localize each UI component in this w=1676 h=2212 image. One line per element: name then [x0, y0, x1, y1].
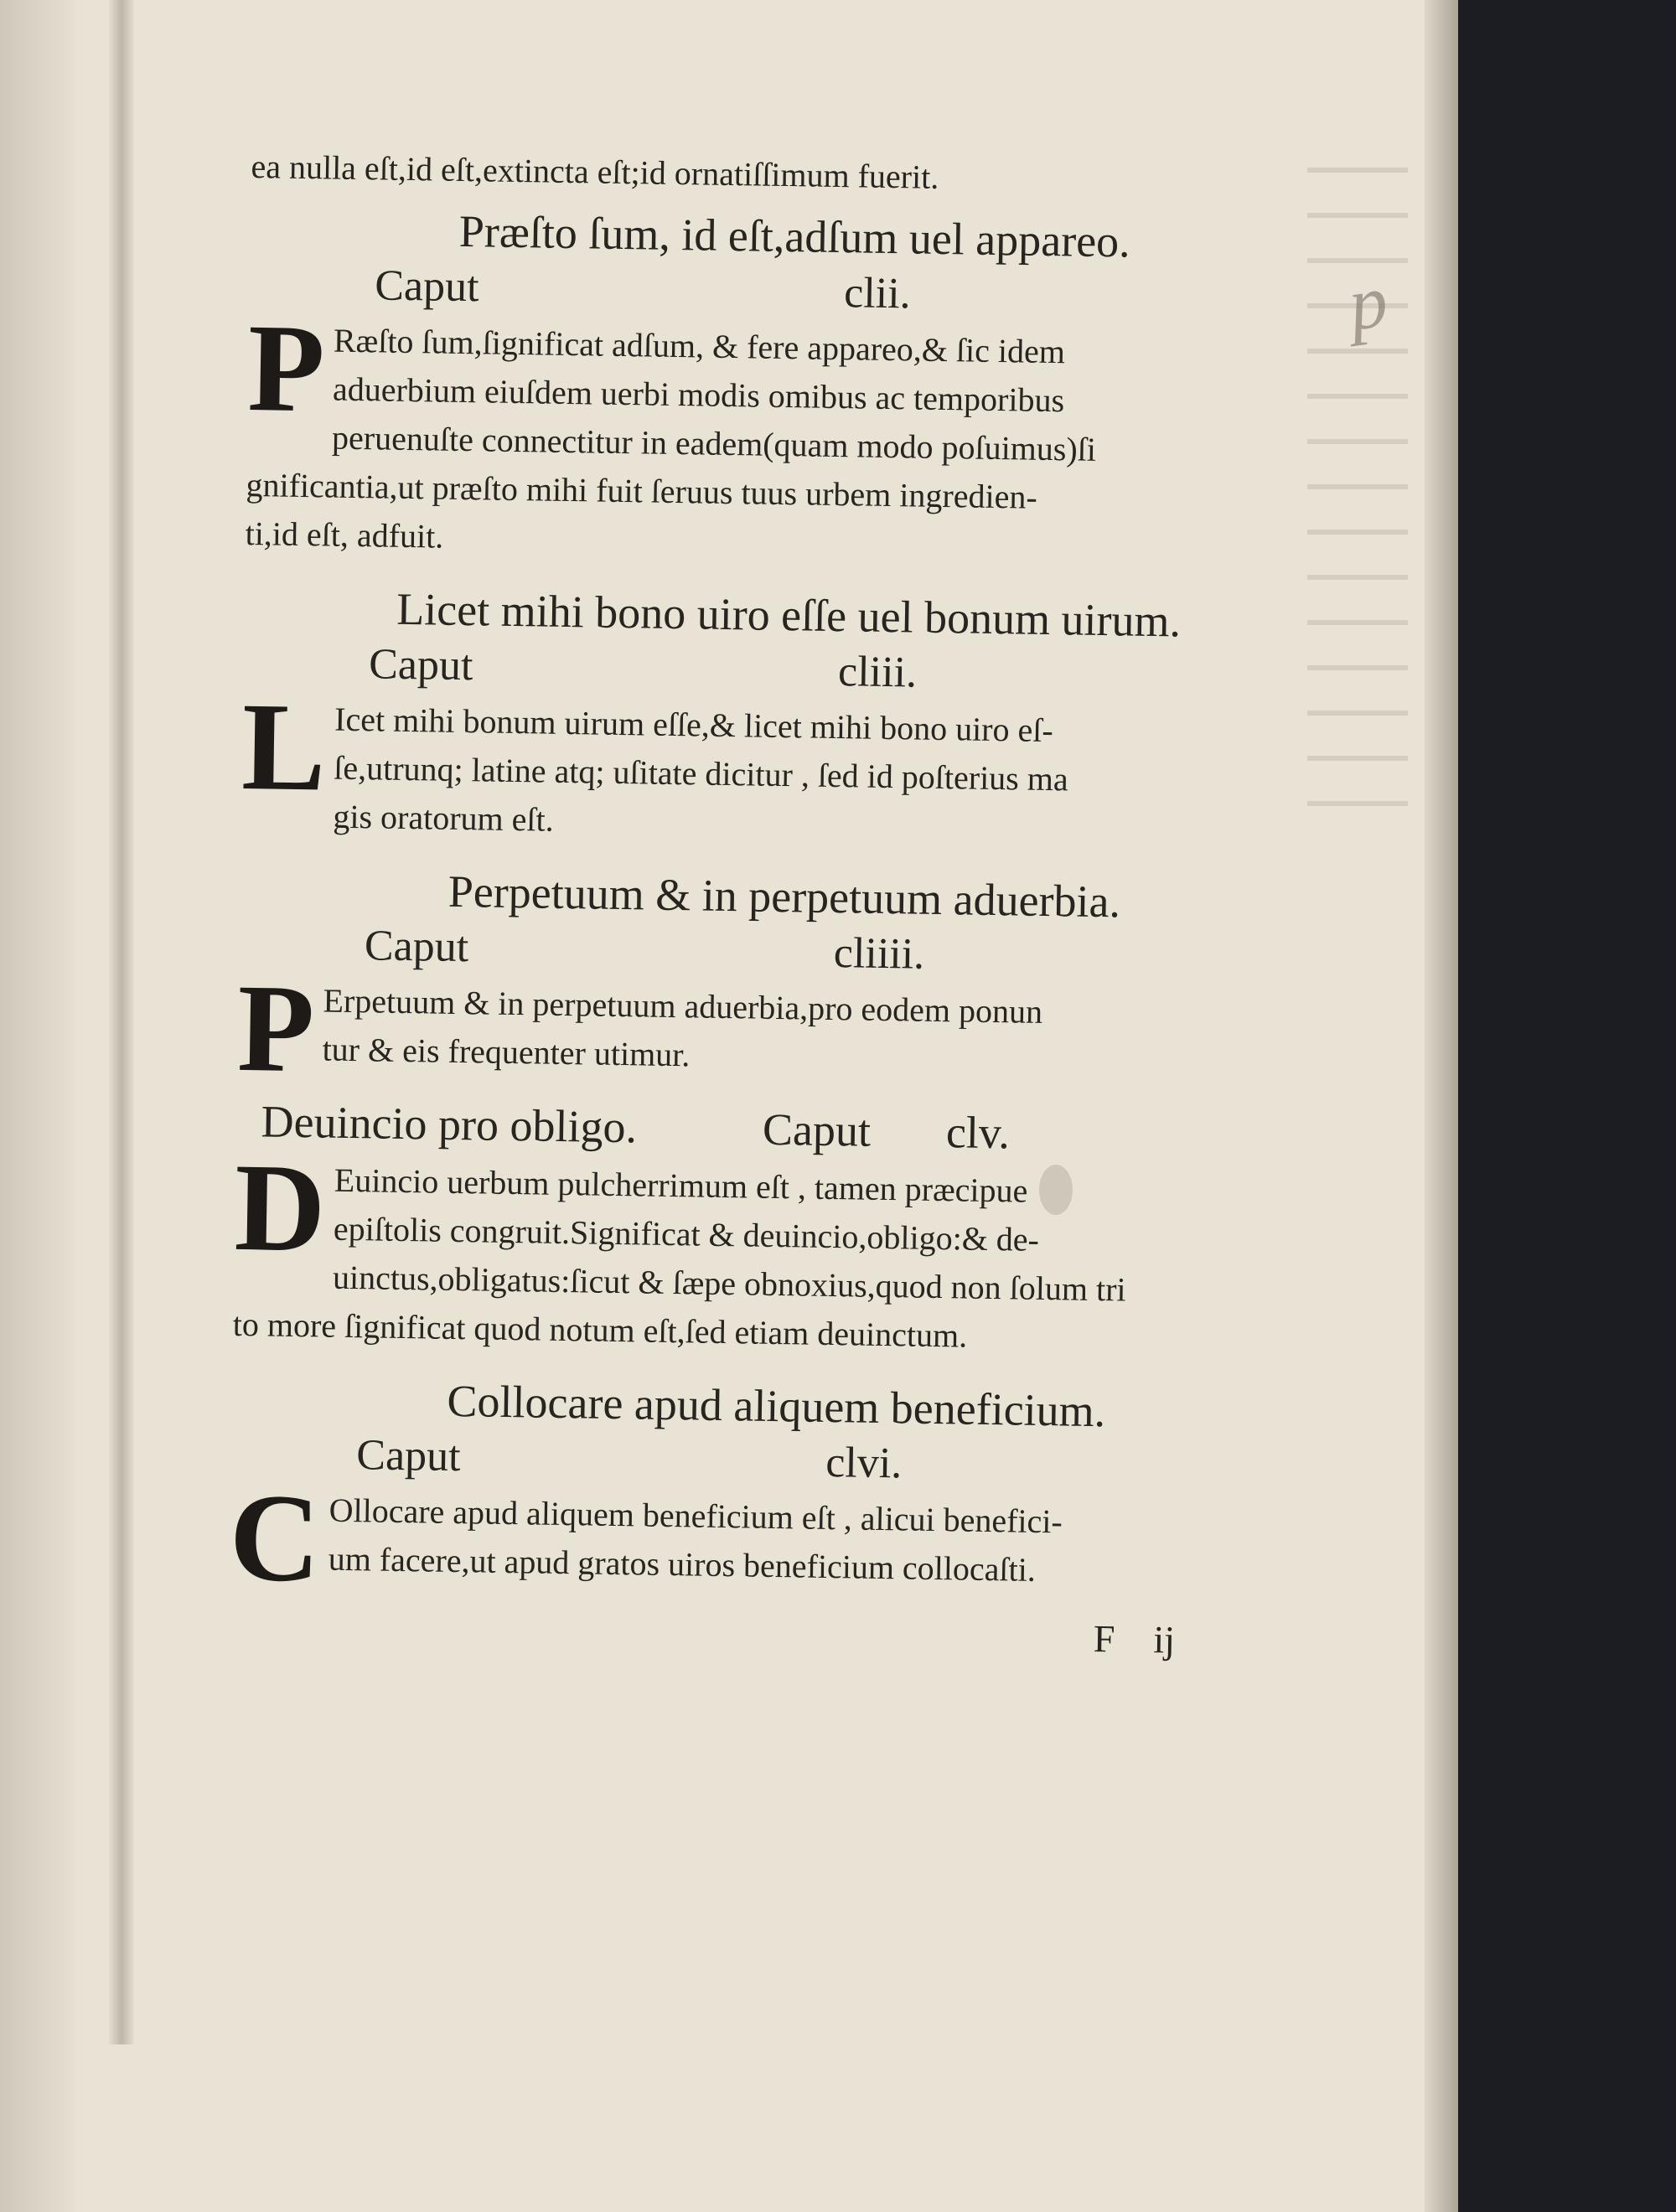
section-heading: Deuincio pro obligo. — [261, 1096, 638, 1153]
text-line: to more ſignificat quod notum eſt,ſed etiam deuinctum. — [232, 1305, 968, 1355]
text-line: Erpetuum & in perpetuum aduerbia,pro eodem ponun — [323, 981, 1043, 1031]
caput-label: Caput — [368, 640, 473, 690]
page-fold — [109, 0, 134, 2044]
text-line: Ollocare apud aliquem beneficium eſt , alicui benefici- — [328, 1491, 1063, 1541]
right-page-edge — [1425, 0, 1458, 2212]
top-line: ea nulla eſt,id eſt,extincta eſt;id ornatiſſimum fuerit. — [251, 147, 939, 196]
caput-label: Caput — [374, 261, 479, 312]
text-line: peruenuſte connectitur in eadem(quam modo poſuimus)ſi — [331, 418, 1097, 468]
section-heading: Præſto ſum, id eſt,adſum uel appareo. — [458, 205, 1131, 267]
text-line: aduerbium eiuſdem uerbi modis omibus ac temporibus — [332, 370, 1065, 420]
text-line: tur & eis frequenter utimur. — [322, 1030, 691, 1074]
drop-initial: C — [228, 1467, 322, 1609]
text-line: epiſtolis congruit.Significat & deuincio,obligo:& de- — [333, 1209, 1040, 1258]
chapter-number: clvi. — [825, 1438, 903, 1488]
section-heading: Perpetuum & in perpetuum aduerbia. — [447, 866, 1121, 928]
paragraph — [228, 1467, 1286, 1609]
section-heading: Licet mihi bono uiro eſſe uel bonum uirum. — [396, 583, 1182, 647]
section-heading-row — [261, 1091, 1292, 1167]
text-line: Icet mihi bonum uirum eſſe,& licet mihi bono uiro eſ- — [334, 700, 1054, 750]
caput-label: Caput — [762, 1103, 872, 1156]
text-line: uinctus,obligatus:ſicut & ſæpe obnoxius,quod non ſolum tri — [332, 1258, 1126, 1309]
chapter-number: cliii. — [837, 648, 918, 697]
text-block — [228, 142, 1307, 1667]
drop-initial: L — [241, 676, 328, 818]
chapter-number: clii. — [843, 269, 912, 318]
left-page-edge — [0, 0, 75, 2212]
paragraph — [241, 676, 1299, 856]
text-line: Ræſto ſum,ſignificat adſum, & fere appareo,& ſic idem — [333, 321, 1066, 371]
drop-initial: D — [233, 1137, 327, 1279]
text-line: Euincio uerbum pulcherrimum eſt , tamen præcipue — [334, 1160, 1028, 1210]
chapter-number: cliiii. — [833, 929, 925, 979]
section-heading: Collocare apud aliquem beneficium. — [447, 1375, 1106, 1437]
drop-initial: P — [246, 297, 326, 439]
paragraph — [245, 297, 1304, 575]
text-line: um facere,ut apud gratos uiros beneficium collocaſti. — [328, 1539, 1037, 1589]
signature-letter: F — [1093, 1617, 1115, 1661]
pencil-marginalia: p — [1343, 259, 1393, 347]
signature-numeral: ij — [1153, 1618, 1176, 1662]
chapter-number: clv. — [945, 1107, 1011, 1159]
caput-label: Caput — [364, 922, 469, 972]
caput-label: Caput — [355, 1431, 462, 1481]
paragraph — [232, 1137, 1291, 1366]
text-line: ti,id eſt, adfuit. — [245, 514, 444, 556]
text-line: ſe,utrunq; latine atq; uſitate dicitur , ſed id poſterius ma — [334, 748, 1069, 798]
text-line: gnificantia,ut præſto mihi fuit ſeruus tuus urbem ingredien- — [246, 465, 1038, 516]
paragraph — [236, 958, 1295, 1099]
drop-initial: P — [236, 958, 316, 1099]
text-line: gis oratorum eſt. — [333, 797, 555, 839]
